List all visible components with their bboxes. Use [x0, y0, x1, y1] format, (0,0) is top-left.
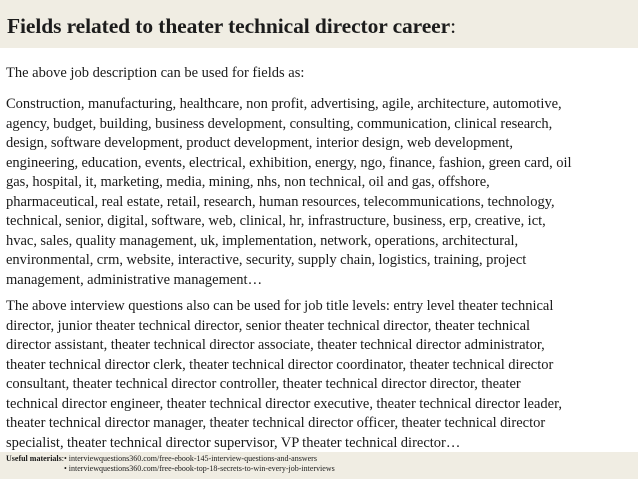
ebook-link-18-secrets[interactable]: • interviewquestions360.com/free-ebook-top-18-secrets-to-win-every-job-interviews	[64, 464, 335, 473]
fields-paragraph	[6, 95, 632, 290]
footer-label	[6, 454, 64, 464]
levels-line: theater technical director clerk, theater technical director coordinator, theater technical director	[6, 356, 554, 373]
levels-line: technical director engineer, theater technical director executive, theater technical director leader,	[6, 395, 562, 412]
levels-line: theater technical director manager, theater technical director officer, theater technical director	[6, 415, 546, 431]
ebook-link-145-questions[interactable]: • interviewquestions360.com/free-ebook-145-interview-questions-and-answers	[64, 454, 317, 463]
levels-line: director assistant, theater technical director associate, theater technical director administrator,	[6, 337, 545, 353]
fields-line: gas, hospital, it, marketing, media, mining, nhs, non technical, oil and gas, offshore,	[6, 174, 490, 190]
footer-bar	[0, 452, 638, 479]
fields-line: pharmaceutical, real estate, retail, research, human resources, telecommunications, technology,	[6, 193, 555, 210]
title-colon: :	[450, 14, 456, 38]
job-levels-paragraph	[6, 297, 632, 453]
footer-separator: :	[61, 454, 64, 463]
levels-line: The above interview questions also can be used for job title levels: entry level theater technical	[6, 298, 554, 314]
page-title-text: Fields related to theater technical director career	[7, 14, 451, 38]
fields-line: management, administrative management…	[6, 271, 263, 288]
fields-line: Construction, manufacturing, healthcare, non profit, advertising, agile, architecture, automotive,	[6, 96, 562, 112]
levels-line: consultant, theater technical director controller, theater technical director director, theater	[6, 376, 521, 392]
fields-line: hvac, sales, quality management, uk, implementation, network, operations, architectural,	[6, 232, 519, 249]
title-bar	[0, 0, 638, 48]
fields-line: engineering, education, events, electrical, exhibition, energy, ngo, finance, fashion, green card, oil	[6, 154, 572, 171]
levels-line: director, junior theater technical director, senior theater technical director, theater technical	[6, 317, 531, 334]
fields-line: technical, senior, digital, software, web, clinical, hr, infrastructure, business, erp, creative, ict,	[6, 213, 546, 229]
footer-label-text: Useful materials	[6, 454, 62, 463]
fields-line: environmental, crm, website, interactive, security, supply chain, logistics, training, project	[6, 252, 527, 268]
fields-line: agency, budget, building, business development, consulting, communication, clinical research,	[6, 115, 553, 132]
levels-line: specialist, theater technical director supervisor, VP theater technical director…	[6, 434, 461, 451]
fields-line: design, software development, product development, interior design, web development,	[6, 135, 513, 151]
page-title	[7, 14, 456, 39]
intro-text: The above job description can be used for fields as:	[6, 65, 305, 81]
